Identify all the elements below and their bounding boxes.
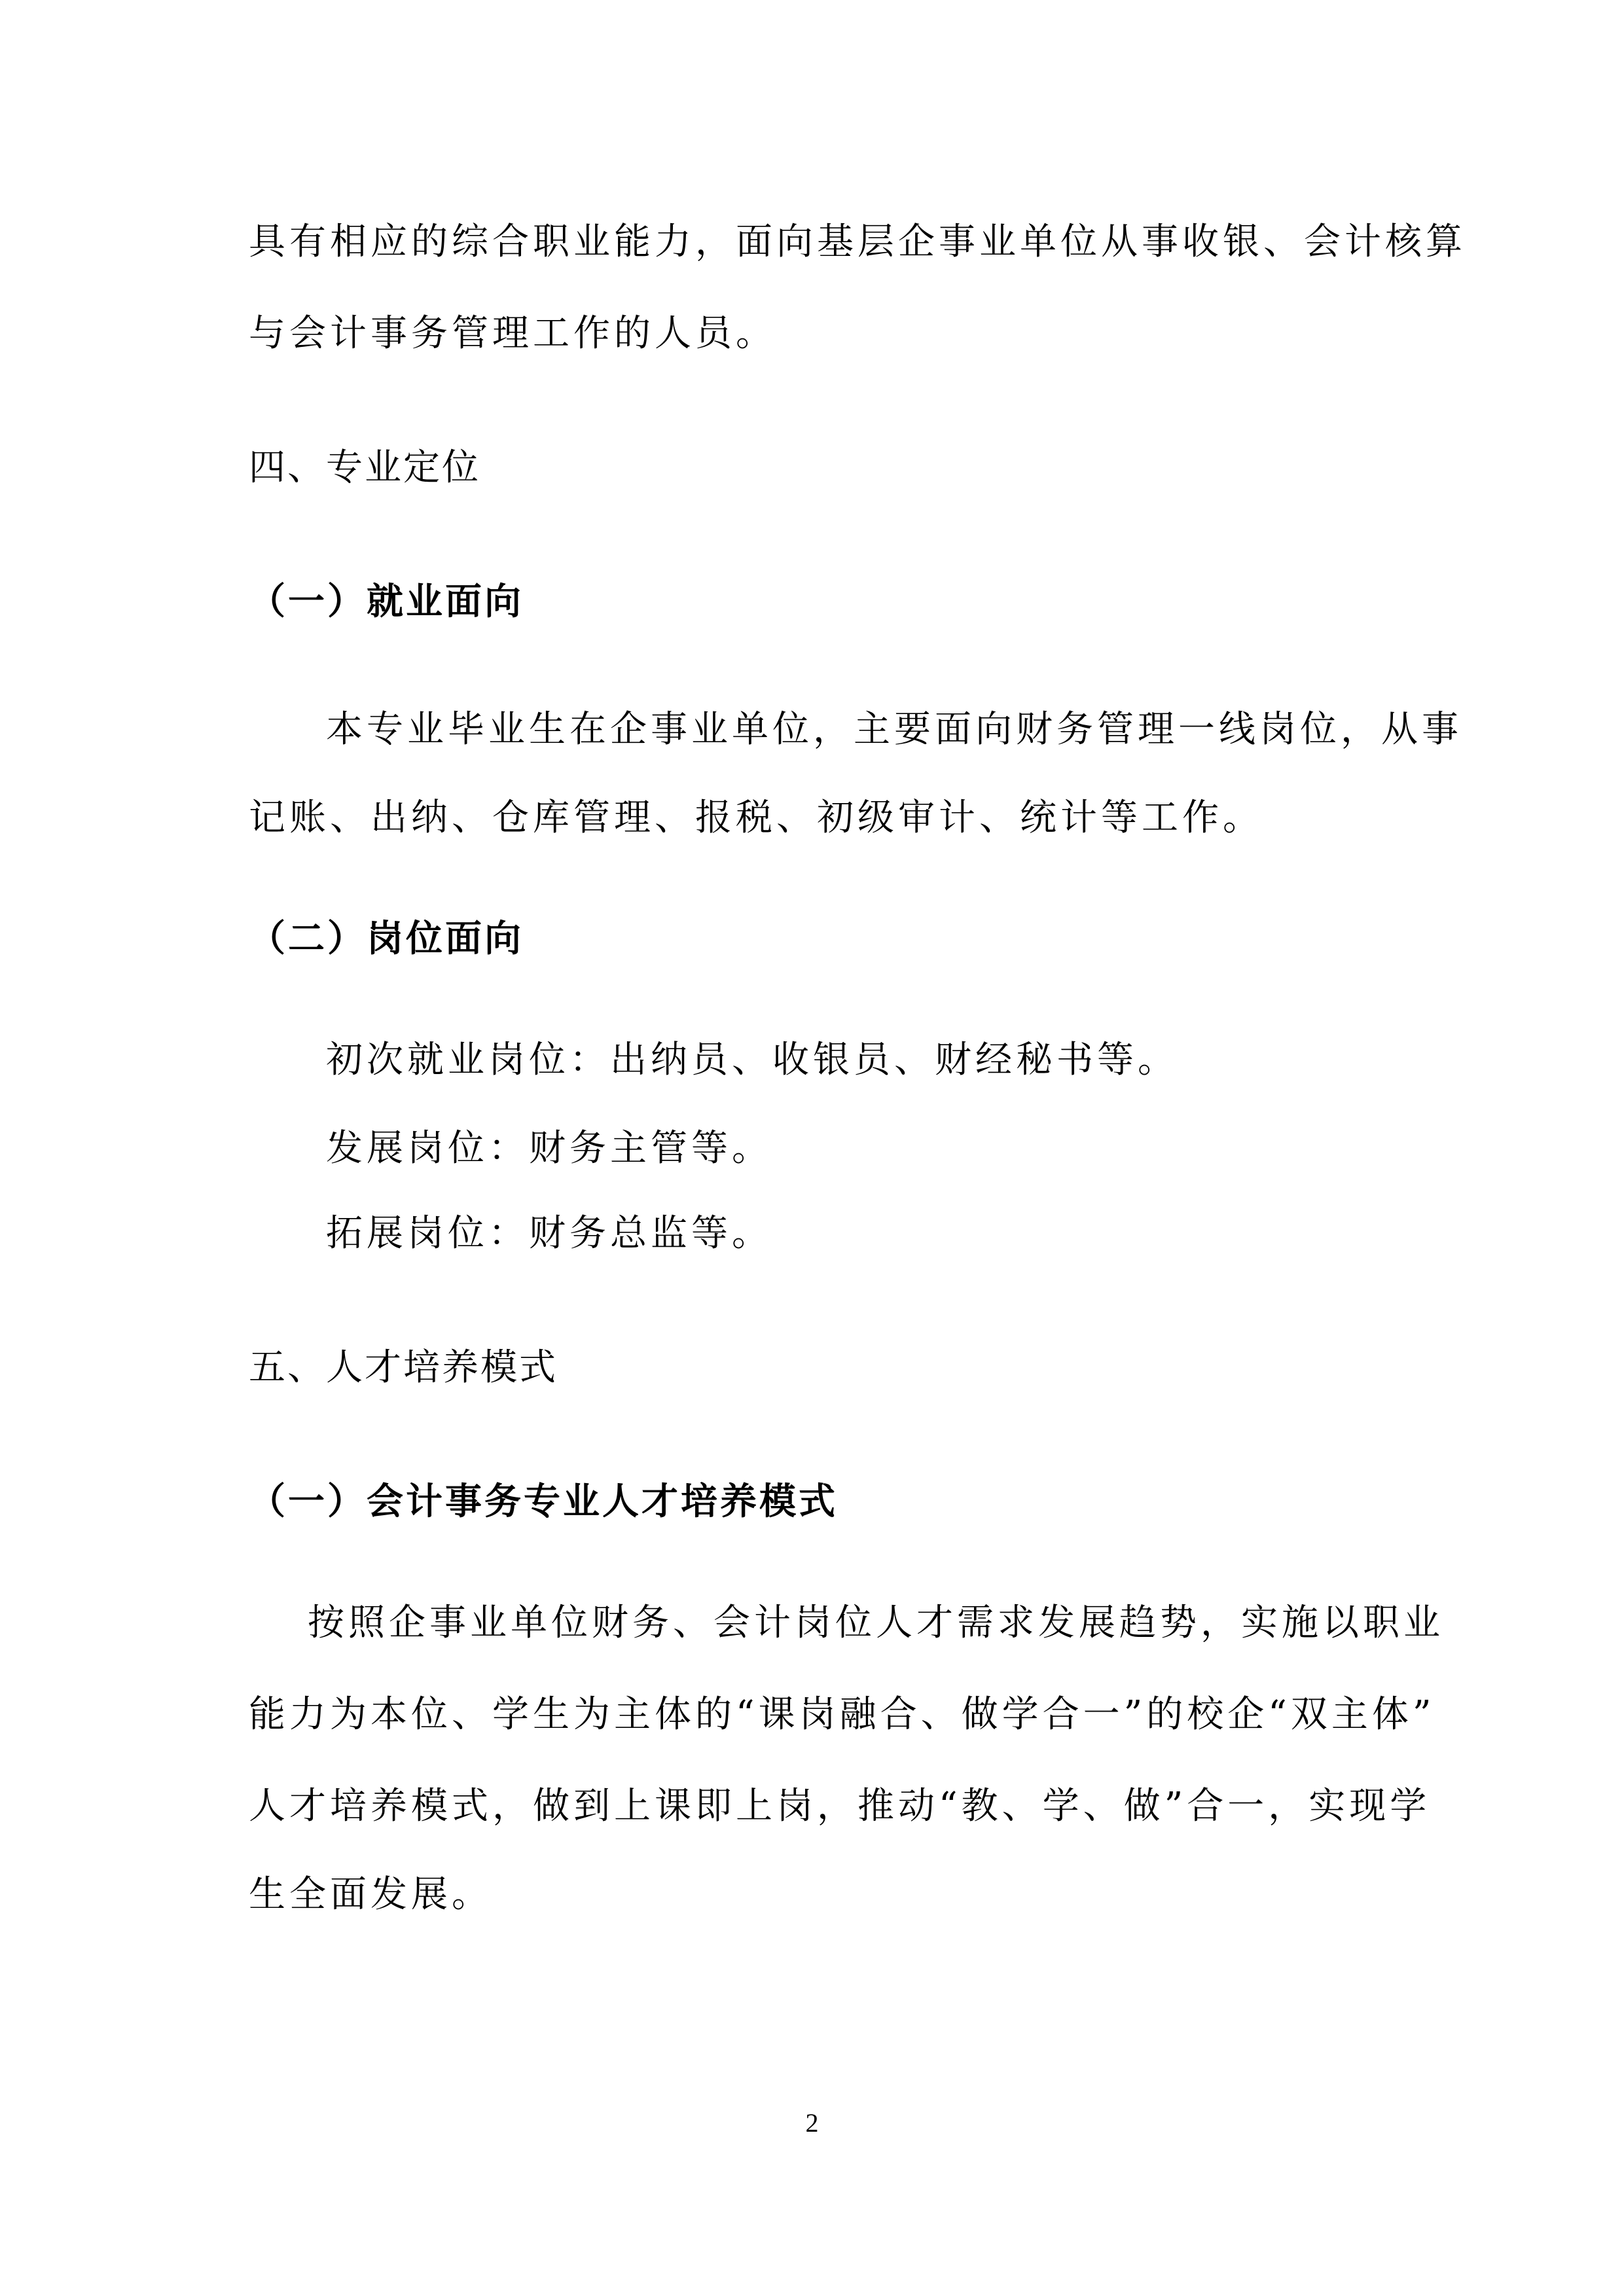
paragraph-line: 按照企事业单位财务、会计岗位人才需求发展趋势，实施以职业 xyxy=(308,1602,1444,1644)
section-heading: 四、专业定位 xyxy=(249,446,480,489)
subsection-heading: （一）会计事务专业人才培养模式 xyxy=(249,1480,838,1523)
paragraph-line: 与会计事务管理工作的人员。 xyxy=(249,312,776,355)
paragraph-line: 本专业毕业生在企事业单位，主要面向财务管理一线岗位，从事 xyxy=(326,708,1462,751)
page-number: 2 xyxy=(805,2108,819,2138)
list-item: 发展岗位：财务主管等。 xyxy=(326,1127,772,1170)
list-item: 拓展岗位：财务总监等。 xyxy=(326,1212,772,1255)
paragraph-line: 生全面发展。 xyxy=(249,1873,492,1916)
paragraph-line: 人才培养模式，做到上课即上岗，推动“教、学、做”合一，实现学 xyxy=(249,1785,1431,1827)
list-item: 初次就业岗位：出纳员、收银员、财经秘书等。 xyxy=(326,1039,1178,1081)
paragraph-line: 记账、出纳、仓库管理、报税、初级审计、统计等工作。 xyxy=(249,797,1263,839)
paragraph-line: 能力为本位、学生为主体的“课岗融合、做学合一”的校企“双主体” xyxy=(249,1693,1435,1736)
subsection-heading: （一）就业面向 xyxy=(249,581,524,623)
paragraph-line: 具有相应的综合职业能力，面向基层企事业单位从事收银、会计核算 xyxy=(249,221,1466,263)
section-heading: 五、人才培养模式 xyxy=(249,1346,558,1389)
subsection-heading: （二）岗位面向 xyxy=(249,918,524,960)
